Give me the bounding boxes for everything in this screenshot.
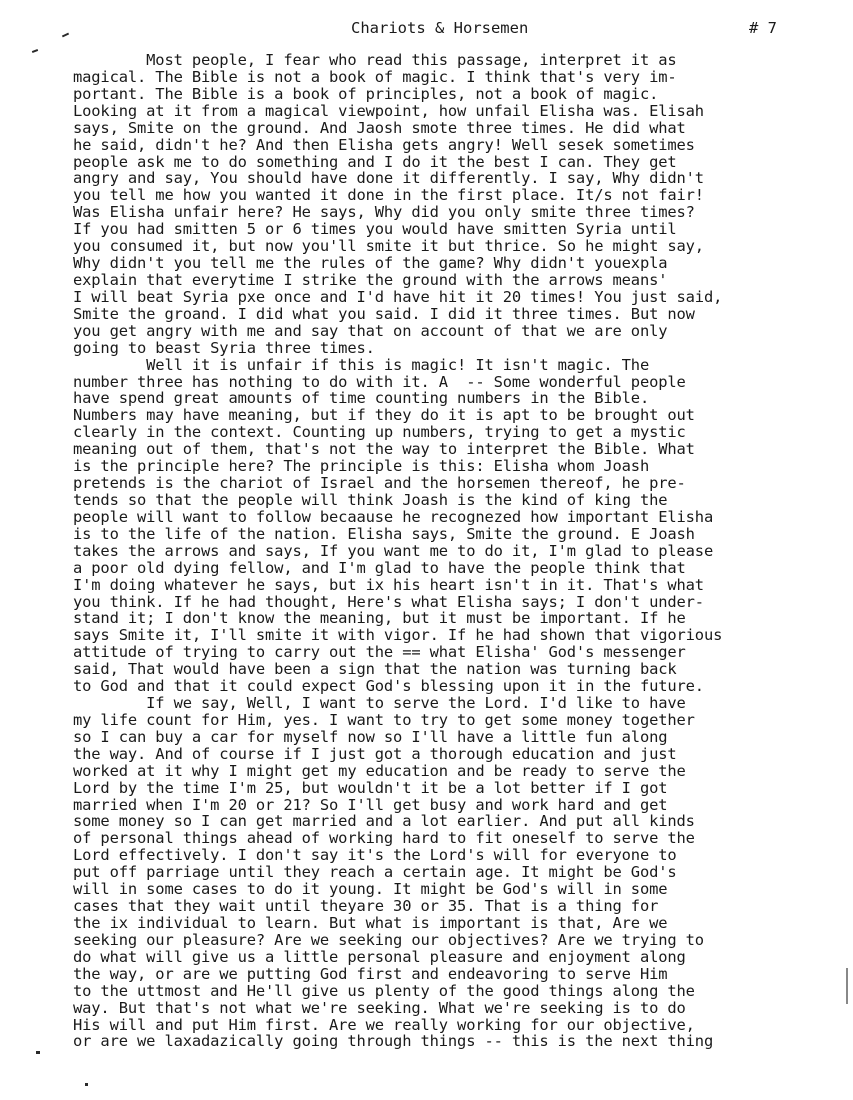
text-line: people ask me to do something and I do it the best I can. They get [73, 152, 677, 171]
text-line: people will want to follow becaause he recognezed how important Elisha [73, 507, 714, 526]
text-line: says Smite it, I'll smite it with vigor. If he had shown that vigorious [73, 626, 723, 645]
scan-speck [32, 49, 38, 53]
text-line: Why didn't you tell me the rules of the game? Why didn't youexpla [73, 254, 668, 273]
text-line: the ix individual to learn. But what is important is that, Are we [73, 914, 668, 933]
text-line: to the uttmost and He'll give us plenty of the good things along the [73, 981, 695, 1000]
text-line: meaning out of them, that's not the way to interpret the Bible. What [73, 440, 695, 459]
text-line: or are we laxadazically going through things -- this is the next thing [73, 1032, 714, 1051]
text-line: you get angry with me and say that on account of that we are only [73, 321, 668, 340]
text-line: tends so that the people will think Joash is the kind of king the [73, 490, 668, 509]
text-line: you think. If he had thought, Here's what Elisha says; I don't under- [73, 592, 704, 611]
text-line: Numbers may have meaning, but if they do it is apt to be brought out [73, 406, 695, 425]
text-line: I'm doing whatever he says, but ix his heart isn't in it. That's what [73, 575, 704, 594]
text-line: do what will give us a little personal pleasure and enjoyment along [73, 947, 686, 966]
text-line: magical. The Bible is not a book of magic. I think that's very im- [73, 67, 677, 86]
text-line: Lord by the time I'm 25, but wouldn't it be a lot better if I got [73, 778, 668, 797]
text-line: number three has nothing to do with it. A -- Some wonderful people [73, 372, 686, 391]
text-line: If you had smitten 5 or 6 times you would have smitten Syria until [73, 220, 677, 239]
text-line: His will and put Him first. Are we really working for our objective, [73, 1015, 695, 1034]
text-line: going to beast Syria three times. [73, 338, 375, 357]
text-line: I will beat Syria pxe once and I'd have hit it 20 times! You just said, [73, 287, 723, 306]
text-line: put off parriage until they reach a certain age. It might be God's [73, 863, 677, 882]
text-line: a poor old dying fellow, and I'm glad to have the people think that [73, 558, 686, 577]
text-line: explain that everytime I strike the ground with the arrows means' [73, 270, 668, 289]
text-line: attitude of trying to carry out the == what Elisha' God's messenger [73, 643, 686, 662]
text-line: portant. The Bible is a book of principles, not a book of magic. [73, 84, 659, 103]
scan-speck [62, 33, 69, 38]
text-line: you consumed it, but now you'll smite it but thrice. So he might say, [73, 237, 704, 256]
text-line: cases that they wait until theyare 30 or 35. That is a thing for [73, 897, 659, 916]
scan-speck [36, 1051, 40, 1054]
typed-text-body [73, 52, 833, 1050]
text-line: have spend great amounts of time counting numbers in the Bible. [73, 389, 650, 408]
text-line: some money so I can get married and a lot earlier. And put all kinds [73, 812, 695, 831]
text-line: the way, or are we putting God first and endeavoring to serve Him [73, 964, 668, 983]
text-line: is the principle here? The principle is this: Elisha whom Joash [73, 457, 650, 476]
text-line: he said, didn't he? And then Elisha gets angry! Well sesek sometimes [73, 135, 695, 154]
text-line: Well it is unfair if this is magic! It isn't magic. The [73, 355, 650, 374]
text-line: seeking our pleasure? Are we seeking our objectives? Are we trying to [73, 930, 704, 949]
text-line: If we say, Well, I want to serve the Lord. I'd like to have [73, 694, 686, 713]
text-line: stand it; I don't know the meaning, but it must be important. If he [73, 609, 686, 628]
text-line: way. But that's not what we're seeking. What we're seeking is to do [73, 998, 686, 1017]
text-line: says, Smite on the ground. And Jaosh smote three times. He did what [73, 118, 686, 137]
text-line: takes the arrows and says, If you want me to do it, I'm glad to please [73, 541, 714, 560]
text-line: Lord effectively. I don't say it's the Lord's will for everyone to [73, 846, 677, 865]
text-line: to God and that it could expect God's blessing upon it in the future. [73, 677, 704, 696]
text-line: worked at it why I might get my education and be ready to serve the [73, 761, 686, 780]
text-line: the way. And of course if I just got a thorough education and just [73, 744, 677, 763]
page-number: # 7 [749, 19, 777, 37]
scan-speck [85, 1083, 88, 1086]
text-line: Was Elisha unfair here? He says, Why did you only smite three times? [73, 203, 695, 222]
text-line: angry and say, You should have done it differently. I say, Why didn't [73, 169, 704, 188]
text-line: of personal things ahead of working hard to fit oneself to serve the [73, 829, 695, 848]
text-line: Most people, I fear who read this passage, interpret it as [73, 51, 677, 69]
text-line: clearly in the context. Counting up numbers, trying to get a mystic [73, 423, 686, 442]
text-line: is to the life of the nation. Elisha says, Smite the ground. E Joash [73, 524, 695, 543]
page-header-title: Chariots & Horsemen [351, 19, 529, 37]
text-line: Smite the groand. I did what you said. I did it three times. But now [73, 304, 695, 323]
text-line: pretends is the chariot of Israel and the horsemen thereof, he pre- [73, 474, 686, 493]
text-line: so I can buy a car for myself now so I'll have a little fun along [73, 727, 668, 746]
text-line: you tell me how you wanted it done in the first place. It/s not fair! [73, 186, 704, 205]
text-line: my life count for Him, yes. I want to try to get some money together [73, 710, 695, 729]
text-line: Looking at it from a magical viewpoint, how unfail Elisha was. Elisah [73, 101, 704, 120]
text-line: said, That would have been a sign that the nation was turning back [73, 660, 677, 679]
text-line: married when I'm 20 or 21? So I'll get busy and work hard and get [73, 795, 668, 814]
text-line: will in some cases to do it young. It might be God's will in some [73, 880, 668, 899]
scan-speck [846, 968, 848, 1004]
